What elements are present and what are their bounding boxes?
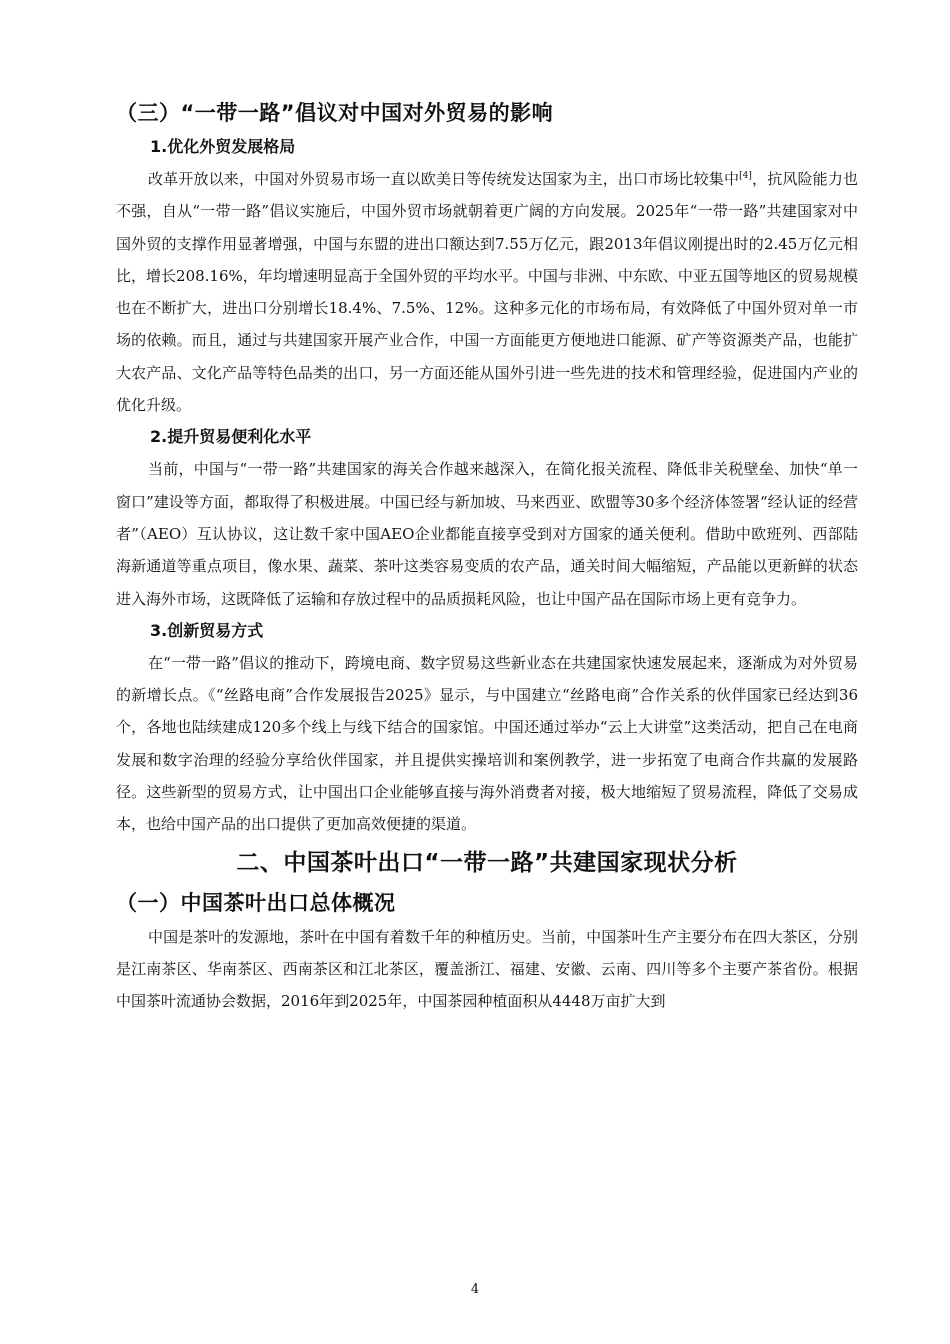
paragraph-2: 当前，中国与“一带一路”共建国家的海关合作越来越深入，在简化报关流程、降低非关税壁垒、加快“单一窗口”建设等方面，都取得了积极进展。中国已经与新加坡、马来西亚、欧盟等30多个经济体签署“经认证的经营者”（AEO）互认协议，这让数千家中国AEO企业都能直接享受到对方国家的通关便利。借助中欧班列、西部陆海新通道等重点项目，像水果、蔬菜、茶叶这类容易变质的农产品，通关时间大幅缩短，产品能以更新鲜的状态进入海外市场，这既降低了运输和存放过程中的品质损耗风险，也让中国产品在国际市场上更有竞争力。 xyxy=(116,460,858,608)
chapter-heading-2: 二、中国茶叶出口“一带一路”共建国家现状分析 xyxy=(236,849,738,876)
paragraph-1-text-a: 改革开放以来，中国对外贸易市场一直以欧美日等传统发达国家为主，出口市场比较集中 xyxy=(148,170,740,188)
paragraph-1 xyxy=(116,163,858,421)
section-heading-3: （三）“一带一路”倡议对中国对外贸易的影响 xyxy=(116,101,554,125)
page-number: 4 xyxy=(470,1282,480,1297)
paragraph-3: 在“一带一路”倡议的推动下，跨境电商、数字贸易这些新业态在共建国家快速发展起来，逐渐成为对外贸易的新增长点。《“丝路电商”合作发展报告2025》显示，与中国建立“丝路电商”合作关系的伙伴国家已经达到36个，各地也陆续建成120多个线上与线下结合的国家馆。中国还通过举办“云上大讲堂”这类活动，把自己在电商发展和数字治理的经验分享给伙伴国家，并且提供实操培训和案例教学，进一步拓宽了电商合作共赢的发展路径。这些新型的贸易方式，让中国出口企业能够直接与海外消费者对接，极大地缩短了贸易流程，降低了交易成本，也给中国产品的出口提供了更加高效便捷的渠道。 xyxy=(116,653,858,834)
section-heading-1: （一）中国茶叶出口总体概况 xyxy=(116,890,396,915)
paragraph-4: 中国是茶叶的发源地，茶叶在中国有着数千年的种植历史。当前，中国茶叶生产主要分布在四大茶区，分别是江南茶区、华南茶区、西南茶区和江北茶区，覆盖浙江、福建、安徽、云南、四川等多个主要产茶省份。根据中国茶叶流通协会数据，2016年到2025年，中国茶园种植面积从4448万亩扩大到 xyxy=(116,927,858,1011)
item-heading-1: 1.优化外贸发展格局 xyxy=(150,137,296,156)
citation-4[interactable]: [4] xyxy=(739,171,752,181)
paragraph-1-text-b: ，抗风险能力也不强，自从“一带一路”倡议实施后，中国外贸市场就朝着更广阔的方向发展。2025年“一带一路”共建国家对中国外贸的支撑作用显著增强，中国与东盟的进出口额达到7.55万亿元，跟2013年倡议刚提出时的2.45万亿元相比，增长208.16%，年均增速明显高于全国外贸的平均水平。中国与非洲、中东欧、中亚五国等地区的贸易规模也在不断扩大，进出口分别增长18.4%、7.5%、12%。这种多元化的市场布局，有效降低了中国外贸对单一市场的依赖。而且，通过与共建国家开展产业合作，中国一方面能更方便地进口能源、矿产等资源类产品，也能扩大农产品、文化产品等特色品类的出口，另一方面还能从国外引进一些先进的技术和管理经验，促进国内产业的优化升级。 xyxy=(116,170,858,415)
item-heading-2: 2.提升贸易便利化水平 xyxy=(150,427,312,447)
document-body xyxy=(116,95,858,1018)
item-heading-3: 3.创新贸易方式 xyxy=(150,620,264,640)
